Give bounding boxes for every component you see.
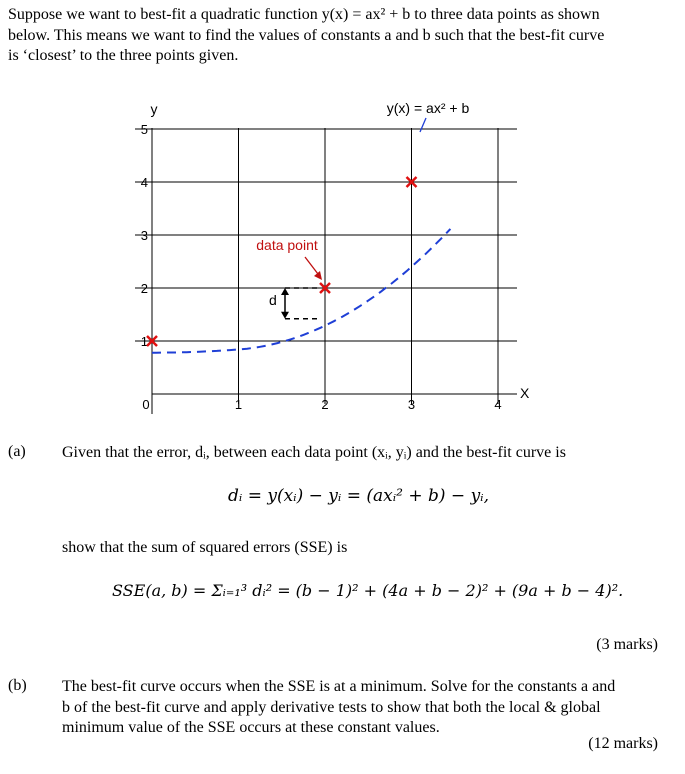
x-tick-label: 3 [407,397,416,412]
data-point-arrowhead [314,271,322,280]
part-b-line-3: minimum value of the SSE occurs at these constant values. [62,719,440,736]
part-b-label: (b) [8,677,27,694]
part-b-marks: (12 marks) [588,735,658,752]
error-equation: dᵢ = y(xᵢ) − yᵢ = (axᵢ² + b) − yᵢ, [228,486,489,506]
y-tick-label: 2 [140,281,148,296]
y-tick-label: 5 [140,122,148,137]
grid-lines [135,128,517,414]
part-a-text: Given that the error, dᵢ, between each data point (xᵢ, yᵢ) and the best-fit curve is [62,444,566,461]
intro-line-3: is ‘closest’ to the three points given. [8,47,239,64]
part-a-text-2: show that the sum of squared errors (SSE) is [62,539,348,556]
sse-equation: SSE(a, b) = Σᵢ₌₁³ dᵢ² = (b − 1)² + (4a + b − 2)² + (9a + b − 4)². [112,581,624,600]
curve-label-leader [420,118,426,132]
axis-ticks [141,122,502,412]
part-a-label: (a) [8,443,26,460]
y-tick-label: 4 [140,175,148,190]
part-b-line-1: The best-fit curve occurs when the SSE is at a minimum. Solve for the constants a and [62,678,616,695]
x-tick-label: 1 [234,397,243,412]
data-point-arrow [305,257,318,274]
intro-line-1: Suppose we want to best-fit a quadratic function y(x) = ax² + b to three data points as shown [8,6,600,23]
x-tick-label: 0 [142,397,150,412]
data-points [147,177,417,346]
part-a-marks: (3 marks) [596,636,658,653]
bracket-arrow-down [281,312,289,319]
bracket-arrow-up [281,288,289,295]
x-tick-label: 4 [494,397,502,412]
y-tick-label: 1 [140,334,148,349]
intro-line-2: below. This means we want to find the values of constants a and b such that the best-fit curve [8,26,605,44]
part-b-line-2: b of the best-fit curve and apply derivative tests to show that both the local & global [62,698,601,716]
curve-label: y(x) = ax² + b [386,100,470,116]
y-tick-label: 3 [140,228,148,243]
error-d-bracket [281,288,320,319]
x-tick-label: 2 [321,397,329,412]
y-axis-label: y [150,101,158,117]
part-b-text [62,677,662,739]
error-d-label: d [269,292,277,308]
data-point-label: data point [256,237,318,253]
x-axis-label: X [520,385,530,401]
